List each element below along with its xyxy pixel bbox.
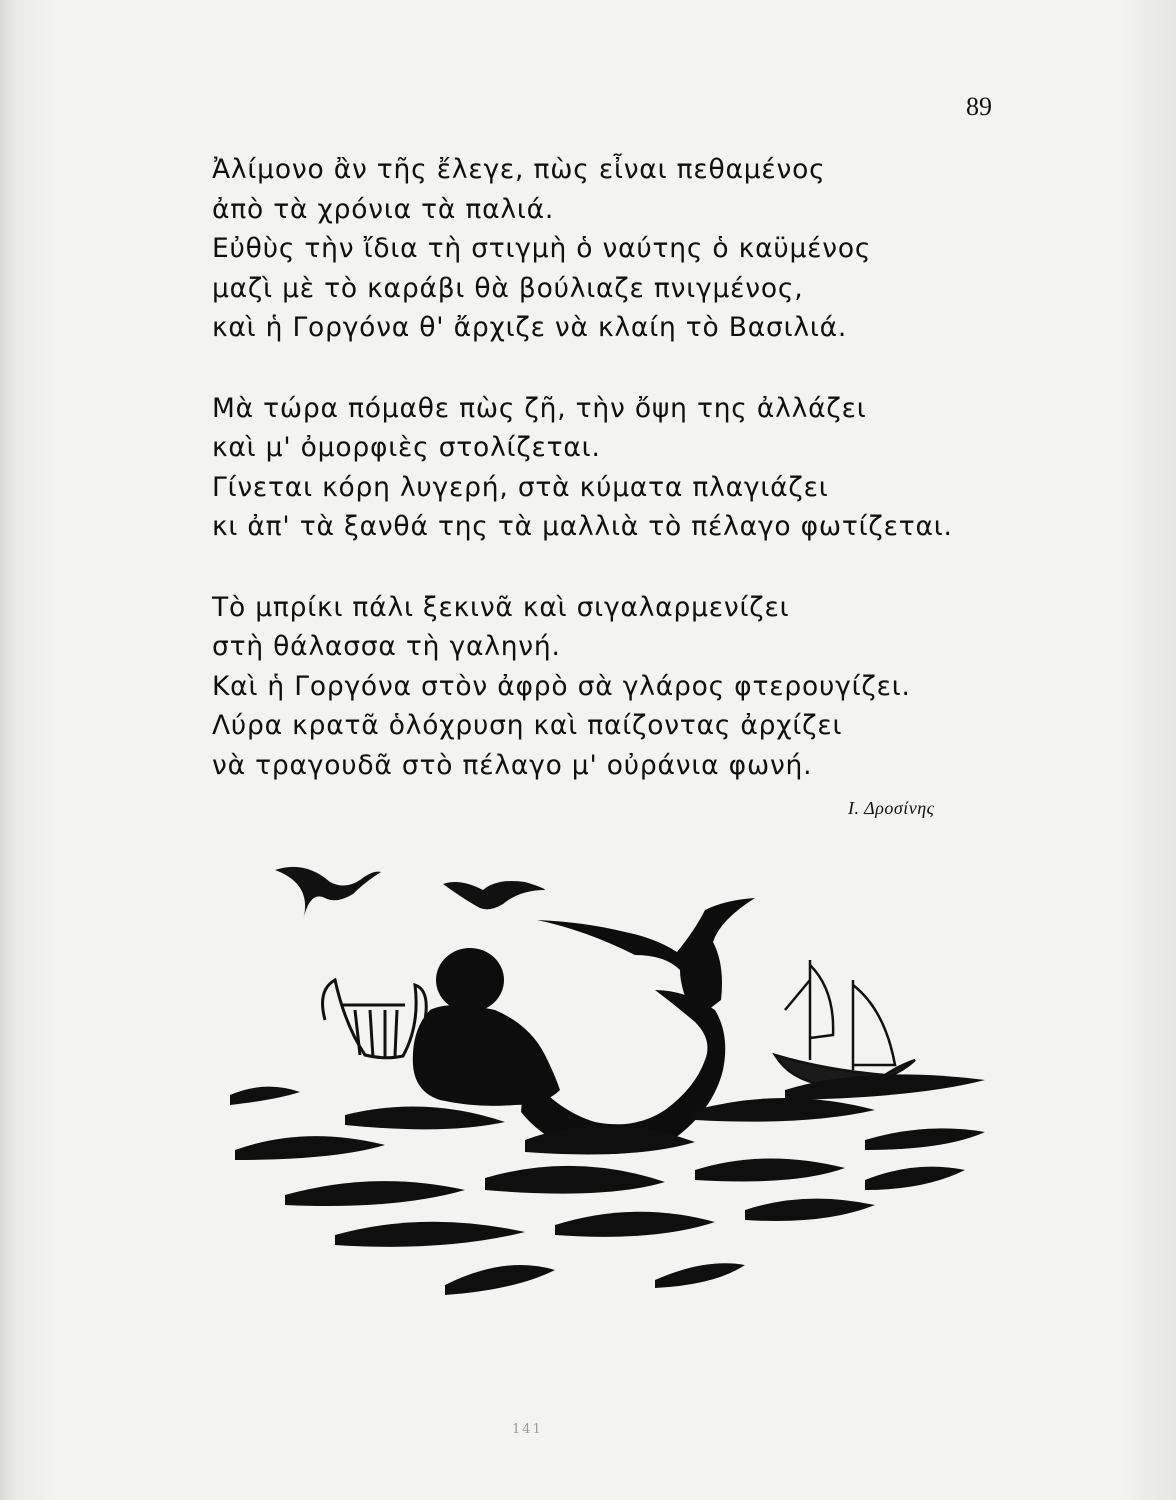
author-signature: Ι. Δροσίνης — [848, 798, 935, 818]
ship-icon — [775, 960, 915, 1085]
poem-line: Καὶ ἡ Γοργόνα στὸν ἀφρὸ σὰ γλάρος φτερουγίζει. — [212, 670, 911, 702]
poem-line: μαζὶ μὲ τὸ καράβι θὰ βούλιαζε πνιγμένος, — [212, 272, 804, 304]
poem — [212, 150, 1092, 785]
poem-line: Εὐθὺς τὴν ἴδια τὴ στιγμὴ ὁ ναύτης ὁ καϋμένος — [212, 233, 872, 264]
poem-line: Γίνεται κόρη λυγερή, στὰ κύματα πλαγιάζει — [212, 471, 829, 503]
mermaid-illustration — [225, 860, 1005, 1320]
poem-line: Λύρα κρατᾶ ὁλόχρυση καὶ παίζοντας ἀρχίζει — [212, 710, 843, 741]
stanza-1 — [212, 150, 1092, 348]
poem-line: στὴ θάλασσα τὴ γαληνή. — [212, 631, 561, 662]
poem-line: νὰ τραγουδᾶ στὸ πέλαγο μ' οὐράνια φωνή. — [212, 749, 813, 781]
poem-line: κι ἀπ' τὰ ξανθά της τὰ μαλλιὰ τὸ πέλαγο φωτίζεται. — [212, 511, 953, 542]
stanza-3 — [212, 588, 1092, 786]
stanza-2 — [212, 389, 1092, 547]
poem-line: Μὰ τώρα πόμαθε πὼς ζῆ, τὴν ὄψη της ἀλλάζει — [212, 392, 867, 424]
poem-line: ἀπὸ τὰ χρόνια τὰ παλιά. — [212, 193, 555, 225]
seagull-icon — [275, 867, 381, 920]
poem-line: καὶ ἡ Γοργόνα θ' ἄρχιζε νὰ κλαίη τὸ Βασιλιά. — [212, 312, 848, 343]
sea-waves — [230, 1074, 985, 1295]
poem-line: Ἀλίμονο ἂν τῆς ἔλεγε, πὼς εἶναι πεθαμένος — [212, 154, 826, 185]
poem-line: καὶ μ' ὀμορφιὲς στολίζεται. — [212, 432, 601, 463]
page-number: 89 — [966, 92, 992, 121]
print-mark: 141 — [512, 1422, 543, 1437]
poem-line: Τὸ μπρίκι πάλι ξεκινᾶ καὶ σιγαλαρμενίζει — [212, 591, 790, 623]
lyre-icon — [323, 980, 427, 1058]
seagull-icon — [443, 881, 545, 909]
